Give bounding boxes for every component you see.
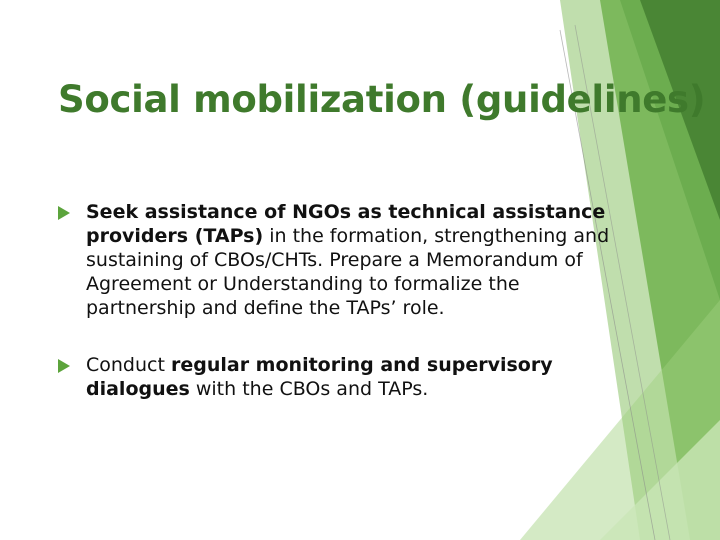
- bullet-item: [58, 200, 618, 320]
- bullet-list: [58, 200, 618, 434]
- bullet-arrow-icon: [58, 359, 70, 373]
- bullet-text-bold: regular monitoring and supervisory dialogues: [86, 354, 553, 400]
- bullet-item: [58, 353, 618, 401]
- bullet-text-bold: Seek assistance of NGOs as technical assistance providers (TAPs): [86, 201, 606, 247]
- slide-title: Social mobilization (guidelines): [58, 78, 706, 121]
- bullet-text: in the formation, strengthening and sustaining of CBOs/CHTs. Prepare a Memorandum of Agreement or Understanding to formalize the partnership and define the TAPs’ role.: [86, 225, 610, 319]
- bullet-text: Conduct: [86, 354, 171, 376]
- bullet-arrow-icon: [58, 206, 70, 220]
- bullet-text: with the CBOs and TAPs.: [189, 378, 429, 400]
